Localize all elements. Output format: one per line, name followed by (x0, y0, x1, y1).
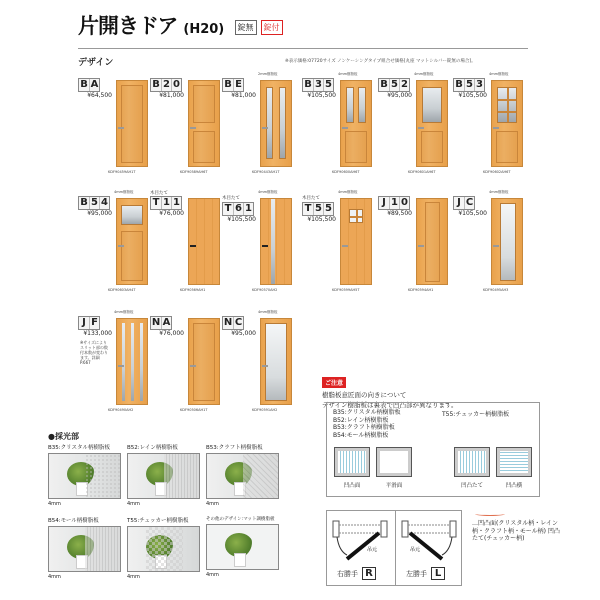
door-price: ¥89,500 (387, 210, 412, 217)
lighting-sample (206, 516, 279, 578)
door-code: J C (453, 196, 475, 210)
door-item[interactable] (150, 190, 225, 302)
door-model: KDF90490AH2 (108, 408, 134, 412)
door-model: KDF90600AH6T (332, 170, 360, 174)
svg-text:吊元: 吊元 (367, 547, 378, 553)
glass-tag: 4mm樹脂板 (258, 310, 278, 314)
door-price: ¥105,500 (458, 92, 487, 99)
glass-tag: 4mm樹脂板 (114, 310, 134, 314)
lighting-sample (206, 443, 279, 507)
door-model: KDF90601AH6T (408, 170, 436, 174)
door-model: KDF90570AH2 (252, 288, 278, 292)
door-image (116, 80, 148, 167)
price-note: ※表示価格:07720サイズ ノンケーシングタイプ組合せ価格[丸座 マットシルバー錠無の場合]。 (285, 59, 476, 64)
sample-thickness: 4mm (48, 501, 61, 507)
door-model: KDF90506AH1T (180, 408, 208, 412)
sample-photo (206, 453, 279, 499)
hinge-note: …凹凸面(クリスタル柄・レイン柄・クラフト柄・モール柄) 凹凸たて(チェッカー柄) (472, 520, 560, 542)
lighting-sample (127, 516, 200, 580)
door-image (340, 80, 372, 167)
door-item[interactable] (302, 72, 377, 184)
sample-smooth-face (377, 448, 411, 476)
door-price: ¥105,500 (227, 216, 256, 223)
sample-thickness: 4mm (127, 574, 140, 580)
door-price: ¥105,500 (307, 92, 336, 99)
door-code: B 5 4 (78, 196, 110, 210)
sample-title: B52:レイン柄樹脂板 (127, 445, 178, 451)
door-image (416, 198, 448, 285)
legend-item: B52:レイン柄樹脂板 (333, 416, 389, 424)
door-model: KDF90589AH6T (180, 170, 208, 174)
door-image (188, 80, 220, 167)
left-hand-label: 左勝手 (406, 570, 427, 578)
door-code: B 5 2 (378, 78, 410, 92)
legend-item: T55:チェッカー柄樹脂板 (442, 411, 510, 418)
door-model: KDF90602AH6T (483, 170, 511, 174)
door-code: B 2 0 (150, 78, 182, 92)
right-hand-label: 右勝手 (337, 570, 358, 578)
door-code: B A (78, 78, 100, 92)
lighting-sample (48, 443, 121, 507)
door-code: N A (151, 317, 171, 328)
door-model: KDF90443AH1T (252, 170, 280, 174)
left-hand-letter: L (431, 567, 445, 580)
door-swing-icon (327, 511, 395, 566)
door-code: T 5 5 (302, 202, 334, 216)
door-price: ¥95,000 (387, 92, 412, 99)
caution-line-2: デザイン樹脂板は裏表で凹凸部が異なります。 (322, 401, 458, 409)
door-code: J 1 0 (378, 196, 410, 210)
glass-tag: 2mm樹脂板 (258, 72, 278, 76)
wood-grain-tag: 木目たて (302, 196, 320, 201)
glass-tag: 4mm樹脂板 (489, 72, 509, 76)
lighting-sample (48, 516, 121, 580)
page-title (78, 10, 283, 40)
divider (78, 48, 528, 49)
door-image (116, 198, 148, 285)
section-heading: デザイン (78, 58, 114, 68)
door-item[interactable] (78, 310, 153, 422)
door-image (260, 198, 292, 285)
sample-photo (127, 526, 200, 572)
sample-thickness: 4mm (48, 574, 61, 580)
door-code: N C (223, 317, 243, 328)
panel-legend (326, 402, 540, 497)
door-image (260, 318, 292, 405)
title-text: 片開きドア (78, 14, 178, 38)
sample-thickness: 4mm (206, 572, 219, 578)
door-price: ¥133,000 (83, 330, 112, 337)
left-hand-diagram (395, 511, 463, 585)
door-image (260, 80, 292, 167)
door-price: ¥95,000 (231, 330, 256, 337)
sample-title: その他のデザイン:マット調樹脂板 (206, 517, 275, 522)
door-model: KDF90459AH1T (108, 170, 136, 174)
door-model: KDF90569AH1 (180, 288, 206, 292)
wood-grain-tag: 木目たて (150, 191, 168, 196)
hinge-diagram (326, 510, 462, 586)
size-note: ※サイズによりスリット部の数付本数が変わります。詳細P.667 (80, 340, 108, 365)
legend-item: B53:クラフト柄樹脂板 (333, 424, 395, 431)
door-model: KDF90603AH4T (108, 288, 136, 292)
sample-photo (206, 524, 279, 570)
wavy-line-icon (475, 512, 505, 516)
door-item[interactable] (150, 72, 225, 184)
door-item[interactable] (302, 190, 377, 302)
tag-lock: 錠付 (261, 20, 283, 35)
door-item[interactable] (378, 72, 453, 184)
door-code: J F (78, 316, 100, 330)
sample-title: B54:モール柄樹脂板 (48, 518, 99, 524)
sample-thickness: 4mm (127, 501, 140, 507)
wood-grain-tag: 木目たて (222, 196, 240, 201)
door-image (188, 198, 220, 285)
tag-no-lock: 錠無 (235, 20, 257, 35)
door-item[interactable] (150, 310, 225, 422)
caution-label: ご注意 (322, 377, 346, 388)
glass-tag: 4mm樹脂板 (338, 72, 358, 76)
right-hand-diagram (327, 511, 395, 585)
glass-tag: 4mm樹脂板 (338, 190, 358, 194)
door-model: KDF90591AH2 (252, 408, 278, 412)
door-code: B 3 5 (302, 78, 334, 92)
door-item[interactable] (453, 72, 528, 184)
legend-item: B54:モール柄樹脂板 (333, 431, 389, 439)
door-model: KDF90599AH5T (332, 288, 360, 292)
door-image (188, 318, 220, 405)
glass-tag: 4mm樹脂板 (258, 190, 278, 194)
door-price: ¥81,000 (159, 92, 184, 99)
sample-photo (48, 526, 121, 572)
door-image (340, 198, 372, 285)
sample-label: 凹凸横 (505, 483, 523, 489)
door-item[interactable] (78, 72, 153, 184)
sample-thickness: 4mm (206, 501, 219, 507)
door-code: B E (222, 78, 244, 92)
sample-uneven-vertical (455, 448, 489, 476)
door-image (491, 80, 523, 167)
sample-title: T55:チェッカー柄樹脂板 (127, 518, 189, 524)
door-price: ¥64,500 (87, 92, 112, 99)
lighting-heading: ●採光部 (48, 432, 79, 441)
glass-tag: 4mm樹脂板 (114, 190, 134, 194)
door-code: T 1 1 (150, 196, 182, 210)
sample-photo (127, 453, 200, 499)
door-price: ¥105,500 (307, 216, 336, 223)
door-model: KDF90594AH1 (408, 288, 434, 292)
glass-tag: 4mm樹脂板 (414, 72, 434, 76)
sample-uneven-face (335, 448, 369, 476)
door-price: ¥95,000 (87, 210, 112, 217)
sample-label: 凹凸面 (343, 483, 361, 489)
legend-item: B35:クリスタル柄樹脂板 (333, 409, 401, 416)
sample-label: 凹凸たて (460, 483, 483, 489)
door-price: ¥76,000 (159, 330, 184, 337)
lighting-sample (127, 443, 200, 507)
caution-line-1: 樹脂板意匠面の向きについて (322, 391, 407, 399)
door-item[interactable] (222, 310, 297, 422)
sample-title: B35:クリスタル柄樹脂板 (48, 445, 111, 451)
door-item[interactable] (378, 190, 453, 302)
sample-title: B53:クラフト柄樹脂板 (206, 445, 263, 451)
door-code: T 6 1 (222, 202, 254, 216)
door-price: ¥81,000 (231, 92, 256, 99)
title-subtitle: (H20) (183, 22, 225, 37)
door-image (416, 80, 448, 167)
door-item[interactable] (453, 190, 528, 302)
sample-photo (48, 453, 121, 499)
door-swing-icon (396, 511, 464, 566)
sample-label: 平滑面 (385, 483, 403, 489)
door-model: KDF90495AH3 (483, 288, 509, 292)
right-hand-letter: R (362, 567, 376, 580)
door-item[interactable] (222, 190, 297, 302)
door-image (116, 318, 148, 405)
door-image (491, 198, 523, 285)
door-item[interactable] (78, 190, 153, 302)
sample-uneven-horizontal (497, 448, 531, 476)
glass-tag: 4mm樹脂板 (489, 190, 509, 194)
door-price: ¥105,500 (458, 210, 487, 217)
door-price: ¥76,000 (159, 210, 184, 217)
door-code: B 5 3 (453, 78, 485, 92)
door-item[interactable] (222, 72, 297, 184)
svg-text:吊元: 吊元 (410, 547, 421, 553)
